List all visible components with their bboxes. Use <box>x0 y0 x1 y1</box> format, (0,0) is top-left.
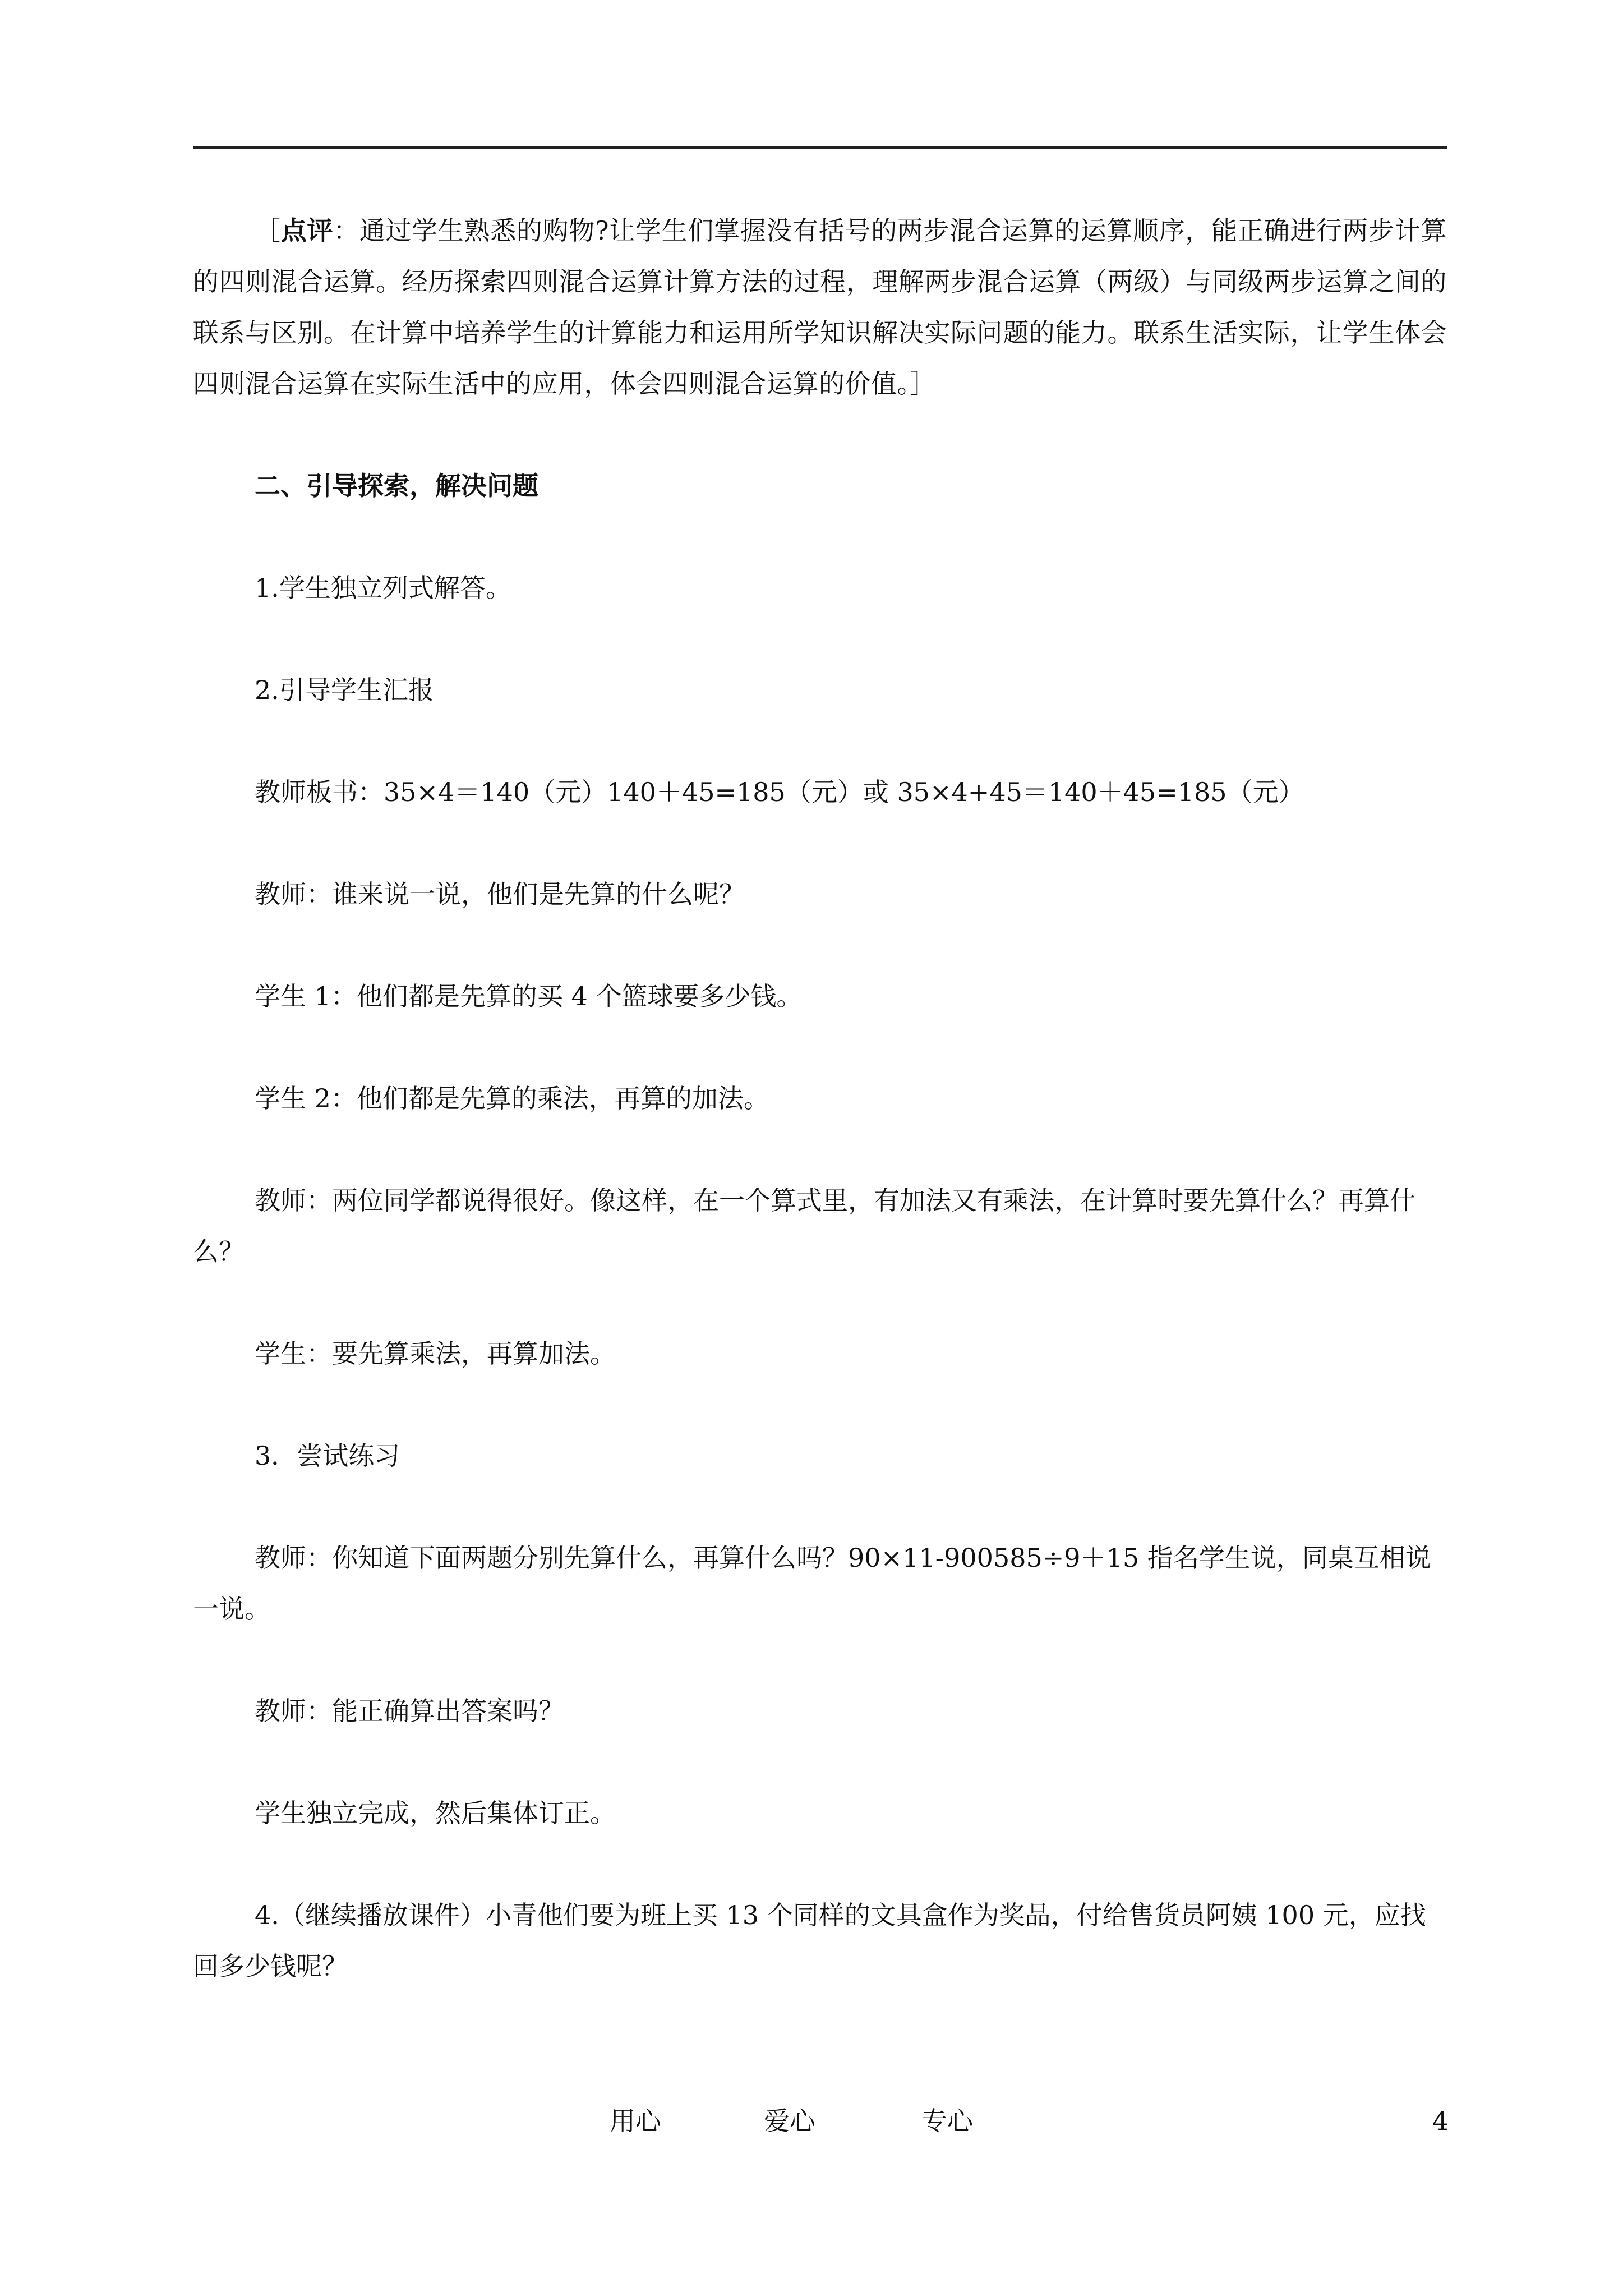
comment-label: 点评 <box>280 215 334 246</box>
paragraph-8: 学生：要先算乘法，再算加法。 <box>255 1338 616 1369</box>
footer-word-3: 专心 <box>921 2106 973 2136</box>
paragraph-4: 教师：谁来说一说，他们是先算的什么呢？ <box>255 879 745 909</box>
paragraph-13: 4.（继续播放课件）小青他们要为班上买 13 个同样的文具盒作为奖品，付给售货员阿姨 100 元，应找回多少钱呢？ <box>193 1900 1426 1981</box>
paragraph-3: 教师板书：35×4＝140（元）140＋45=185（元）或 35×4+45＝140＋45=185（元） <box>255 777 1304 807</box>
header-rule <box>193 146 1447 149</box>
paragraph-10: 教师：你知道下面两题分别先算什么，再算什么吗？90×11-900585÷9＋15 指名学生说，同桌互相说一说。 <box>193 1543 1431 1624</box>
document-body <box>193 205 1447 1992</box>
footer-word-2: 爱心 <box>764 2106 815 2136</box>
footer-word-1: 用心 <box>610 2106 661 2136</box>
paragraph-5: 学生 1：他们都是先算的买 4 个篮球要多少钱。 <box>255 981 803 1011</box>
paragraph-2: 2.引导学生汇报 <box>255 675 434 705</box>
paragraph-12: 学生独立完成，然后集体订正。 <box>255 1798 616 1828</box>
paragraph-7: 教师：两位同学都说得很好。像这样，在一个算式里，有加法又有乘法，在计算时要先算什么？再算什么？ <box>193 1185 1415 1267</box>
paragraph-1: 1.学生独立列式解答。 <box>255 573 511 603</box>
paragraph-9: 3．尝试练习 <box>255 1441 400 1471</box>
comment-text: ：通过学生熟悉的购物?让学生们掌握没有括号的两步混合运算的运算顺序，能正确进行两步计算的四则混合运算。经历探索四则混合运算计算方法的过程，理解两步混合运算（两级）与同级两步运算之间的联系与区别。在计算中培养学生的计算能力和运用所学知识解决实际问题的能力。联系生活实际，让学生体会四则混合运算在实际生活中的应用，体会四则混合运算的价值。］ <box>193 215 1447 399</box>
comment-paragraph <box>193 205 1447 409</box>
page-number: 4 <box>1432 2106 1449 2136</box>
paragraph-11: 教师：能正确算出答案吗？ <box>255 1696 564 1726</box>
comment-open-bracket: ［ <box>255 215 281 246</box>
page-footer <box>0 2104 1623 2138</box>
section-heading: 二、引导探索，解决问题 <box>255 471 538 501</box>
paragraph-6: 学生 2：他们都是先算的乘法，再算的加法。 <box>255 1083 769 1114</box>
